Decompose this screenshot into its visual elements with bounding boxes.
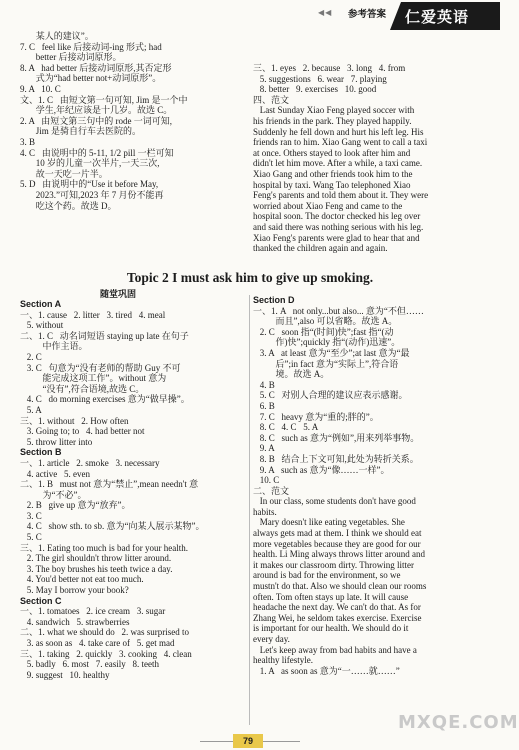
answer-line: 10 岁的儿童一次半片,一天三次, — [20, 158, 160, 169]
answer-line: 四、范文 — [253, 94, 290, 105]
answer-line: 7. C feel like 后接动词-ing 形式; had — [20, 41, 162, 52]
answer-line: In our class, some students don't have good — [253, 496, 416, 507]
answer-line: 一、1. A not only...but also... 意为“不但…… — [253, 305, 424, 316]
answer-line: 5. C — [20, 532, 42, 543]
answer-line: Mary doesn't like eating vegetables. She — [253, 517, 405, 528]
answer-line: 4. sandwich 5. strawberries — [20, 616, 130, 627]
answer-line: 4. C 由说明中的 5-11, 1/2 pill 一栏可知 — [20, 147, 174, 158]
answer-line: 9. suggest 10. healthy — [20, 669, 110, 680]
answer-line: often. Tom often stays up late. It will cause — [253, 591, 409, 602]
answer-line: healthy lifestyle. — [253, 655, 313, 666]
answer-line: Section C — [20, 595, 62, 606]
answer-line: health. Li Ming always throws litter around and — [253, 549, 425, 560]
answer-line: Section A — [20, 299, 62, 309]
answer-line: 一、1. article 2. smoke 3. necessary — [20, 457, 160, 468]
answer-line: 2. A 由短文第三句中的 rode 一词可知, — [20, 115, 172, 126]
answer-line: 9. A — [253, 443, 275, 454]
answer-line: 境。故选 A。 — [253, 369, 330, 380]
answer-line: 9. A 10. C — [20, 83, 61, 94]
answer-line: 5. throw litter into — [20, 436, 93, 447]
answer-line: 5. A — [20, 404, 42, 415]
answer-line: 能完成这项工作”。without 意为 — [20, 373, 167, 384]
watermark: MXQE.COM — [398, 712, 519, 733]
answer-line: 某人的建议”。 — [20, 31, 94, 41]
answer-line: 4. active 5. even — [20, 468, 90, 479]
answer-line: better 后接动词原形。 — [20, 52, 122, 63]
answer-line: 3. Going to; to 4. had better not — [20, 426, 145, 437]
header-arrows: ◀◀ — [318, 8, 333, 17]
header-brand: 仁爱英语 — [405, 8, 470, 26]
answer-line: 8. better 9. exercises 10. good — [253, 84, 377, 95]
answer-line: 三、1. eyes 2. because 3. long 4. from — [253, 63, 406, 73]
right-top-answers — [253, 63, 478, 254]
answer-line: 三、1. without 2. How often — [20, 415, 129, 426]
answer-line: 8. C 4. C 5. A — [253, 422, 319, 433]
answer-line: 1. A as soon as 意为“一……就……” — [253, 665, 400, 676]
answer-line: 三、1. Eating too much is bad for your health. — [20, 542, 188, 553]
answer-line: Xiao Feng's parents were glad to hear that and — [253, 232, 420, 243]
answer-line: 二、1. B must not 意为“禁止”,mean needn't 意 — [20, 479, 199, 490]
answer-line: 文、1. C 由短文第一句可知, Jim 是一个中 — [20, 94, 188, 105]
answer-line: his friends in the park. They played happily. — [253, 115, 412, 126]
answer-line: thanked the children again and again. — [253, 243, 388, 254]
answer-line: 2023.”可知,2023 年 7 月份不能再 — [20, 189, 164, 200]
answer-line: Last Sunday Xiao Feng played soccer with — [253, 105, 415, 116]
answer-line: 2. B give up 意为“放弃”。 — [20, 500, 131, 511]
answer-line: and said there was nothing serious with his leg. — [253, 221, 424, 232]
answer-line: 5. without — [20, 320, 64, 331]
answer-line: 5. C 对别人合理的建议应表示感谢。 — [253, 390, 408, 401]
header-section-label: 参考答案 — [348, 9, 387, 20]
answer-line: “没有”,符合语境,故选 C。 — [20, 383, 145, 394]
answer-line: 4. C do morning exercises 意为“做早操”。 — [20, 394, 190, 405]
answer-line: Xiao Gang and other friends took him to the — [253, 168, 413, 179]
answer-line: 后”;in fact 意为“实际上”,符合语 — [253, 358, 399, 369]
answer-line: 2. C soon 指“(时间)快”;fast 指“(动 — [253, 326, 394, 337]
answer-line: 4. B — [253, 379, 275, 390]
answer-line: 学生,年纪应该是十几岁。故选 C。 — [20, 105, 173, 116]
answer-line: Jim 是骑自行车去医院的。 — [20, 126, 142, 137]
answer-line: 6. B — [253, 400, 275, 411]
answer-line: 7. C heavy 意为“重的;胖的”。 — [253, 411, 379, 422]
answer-line: Let's keep away from bad habits and have a — [253, 644, 417, 655]
answer-line: didn't let him move. After a while, a taxi came. — [253, 158, 423, 169]
answer-line: 二、1. C 动名词短语 staying up late 在句子 — [20, 330, 189, 341]
answer-line: 二、1. what we should do 2. was surprised to — [20, 627, 189, 638]
right-bottom-answers — [253, 295, 478, 676]
answer-line: Section D — [253, 295, 295, 305]
answer-line: worried about Xiao Feng and came to the — [253, 200, 403, 211]
answer-line: 故一天吃一片半。 — [20, 168, 108, 179]
answer-line: mustn't do that. Also we should clean our rooms — [253, 581, 427, 592]
answer-line: 三、1. taking 2. quickly 3. cooking 4. clean — [20, 648, 192, 659]
answer-line: 4. You'd better not eat too much. — [20, 574, 144, 585]
answer-line: 一、1. tomatoes 2. ice cream 3. sugar — [20, 606, 166, 617]
answer-line: 8. B 结合上下文可知,此处为转折关系。 — [253, 453, 419, 464]
answer-line: more vegetables because they are good for our — [253, 538, 421, 549]
answer-line: habits. — [253, 506, 277, 517]
answer-line: 3. B — [20, 136, 36, 147]
answer-line: hospital by taxi. Wang Tao telephoned Xiao — [253, 179, 411, 190]
answer-line: 3. A at least 意为“至少”;at last 意为“最 — [253, 347, 410, 358]
answer-line: 一、1. cause 2. litter 3. tired 4. meal — [20, 309, 166, 320]
answer-line: 5. suggestions 6. wear 7. playing — [253, 73, 387, 84]
answer-line: Section B — [20, 447, 62, 458]
left-bottom-answers — [20, 299, 245, 680]
answer-line: 3. as soon as 4. take care of 5. get mad — [20, 638, 175, 648]
answer-line: around is bad for the environment, so we — [253, 570, 401, 581]
answer-line: friends ran to him. Xiao Gang went to call a taxi — [253, 137, 428, 148]
answer-line: 吃这个药。故选 D。 — [20, 200, 117, 211]
answer-line: hospital soon. The doctor checked his leg over — [253, 211, 421, 222]
answer-line: at once. Others stayed to look after him and — [253, 147, 411, 158]
answer-line: 4. C show sth. to sb. 意为“向某人展示某物”。 — [20, 521, 205, 532]
answer-line: 中作主语。 — [20, 341, 88, 352]
answer-line: every day. — [253, 634, 290, 644]
answer-line: 5. D 由说明中的“Use it before May, — [20, 179, 159, 190]
answer-line: always gets mad at them. I think we should eat — [253, 528, 422, 539]
section-subhead: 随堂巩固 — [100, 290, 137, 300]
answer-line: 2. C — [20, 351, 42, 362]
answer-line: 3. C — [20, 510, 42, 521]
answer-line: 2. The girl shouldn't throw litter around. — [20, 553, 172, 564]
answer-line: is important for our health. We should do it — [253, 623, 409, 634]
left-top-answers — [20, 31, 245, 211]
answer-line: 10. C — [253, 475, 280, 486]
answer-line: Suddenly he fell down and hurt his left leg. His — [253, 126, 424, 137]
answer-line: Feng's parents and told them about it. They were — [253, 190, 429, 201]
answer-line: 为“不必”。 — [20, 489, 87, 500]
answer-line: Zhang Wei, he seldom takes exercise. Exercise — [253, 612, 422, 623]
answer-line: 而且”,also 可以省略。故选 A。 — [253, 316, 398, 327]
answer-line: 3. C 句意为“没有老师的帮助 Guy 不可 — [20, 362, 181, 373]
column-divider — [249, 295, 250, 725]
answer-line: 作)快”;quickly 指“(动作)迅速”。 — [253, 337, 401, 348]
topic-title: Topic 2 I must ask him to give up smoking. — [126, 270, 374, 285]
answer-line: 式为“had better not+动词原形”。 — [20, 73, 162, 84]
answer-line: 5. badly 6. most 7. easily 8. teeth — [20, 659, 159, 670]
answer-line: 9. A such as 意为“像……一样”。 — [253, 464, 390, 475]
answer-line: 二、范文 — [253, 485, 290, 496]
page-number: 79 — [233, 734, 263, 748]
answer-line: 3. The boy brushes his teeth twice a day. — [20, 563, 173, 574]
answer-line: it makes our classroom dirty. Throwing litter — [253, 559, 414, 570]
answer-line: 8. A had better 后接动词原形,其否定形 — [20, 62, 172, 73]
answer-line: 8. C such as 意为“例如”,用来列举事物。 — [253, 432, 420, 443]
answer-line: 5. May I borrow your book? — [20, 585, 129, 596]
answer-line: headache the next day. We can't do that. As for — [253, 602, 421, 613]
